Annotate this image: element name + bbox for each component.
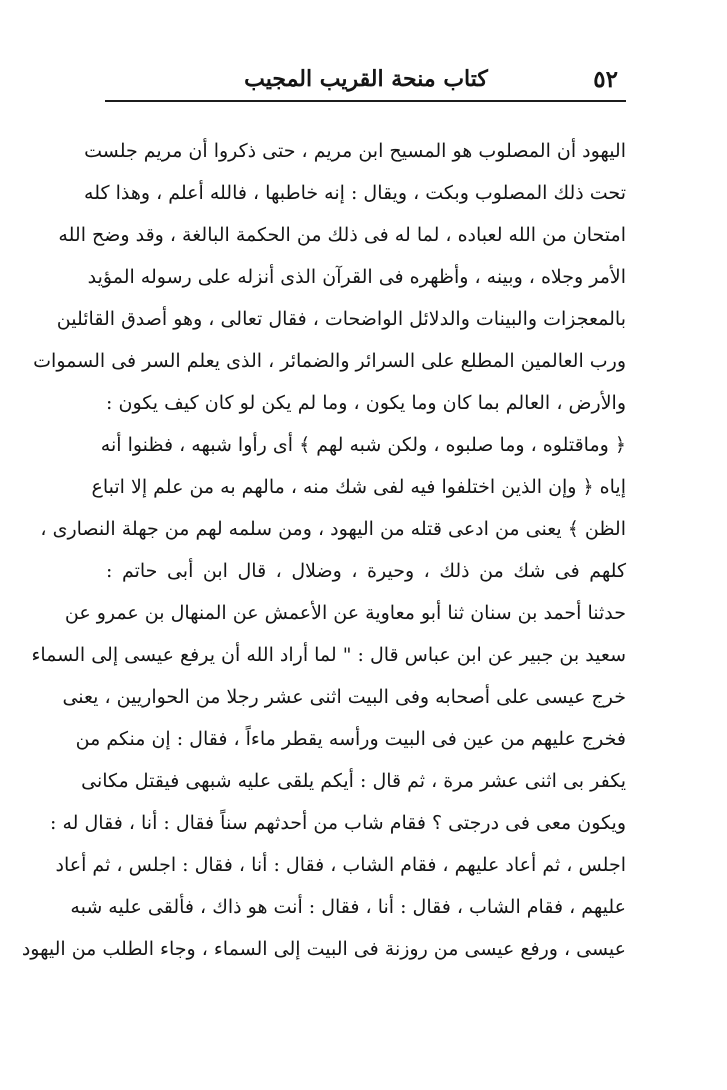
book-title: كتاب منحة القريب المجيب xyxy=(244,66,488,92)
page-header xyxy=(106,58,626,98)
text-line: بالمعجزات والبينات والدلائل الواضحات ، فقال تعالى ، وهو أصدق القائلين xyxy=(56,308,626,330)
page-number: ٥٢ xyxy=(593,66,618,93)
text-line: سعيد بن جبير عن ابن عباس قال : " لما أراد الله أن يرفع عيسى إلى السماء xyxy=(31,644,626,666)
text-line: ويكون معى فى درجتى ؟ فقام شاب من أحدثهم سناً فقال : أنا ، فقال له : xyxy=(50,812,626,834)
text-line: إياه ﴿ وإن الذين اختلفوا فيه لفى شك منه ، مالهم به من علم إلا اتباع xyxy=(91,476,626,498)
text-line: فخرج عليهم من عين فى البيت ورأسه يقطر ماءاً ، فقال : إن منكم من xyxy=(75,728,626,750)
text-line: كلهم فى شك من ذلك ، وحيرة ، وضلال ، قال ابن أبى حاتم : xyxy=(106,560,626,582)
text-line: عيسى ، ورفع عيسى من روزنة فى البيت إلى السماء ، وجاء الطلب من اليهود xyxy=(21,938,626,960)
text-line: ﴿ وماقتلوه ، وما صلبوه ، ولكن شبه لهم ﴾ أى رأوا شبهه ، فظنوا أنه xyxy=(100,434,626,456)
text-line: اجلس ، ثم أعاد عليهم ، فقام الشاب ، فقال : أنا ، فقال : اجلس ، ثم أعاد xyxy=(55,854,626,876)
text-line: والأرض ، العالم بما كان وما يكون ، وما لم يكن لو كان كيف يكون : xyxy=(106,392,626,414)
text-line: امتحان من الله لعباده ، لما له فى ذلك من الحكمة البالغة ، وقد وضح الله xyxy=(58,224,626,246)
text-line: يكفر بى اثنى عشر مرة ، ثم قال : أيكم يلقى عليه شبهى فيقتل مكانى xyxy=(81,770,626,792)
text-line: الأمر وجلاه ، وبينه ، وأظهره فى القرآن الذى أنزله على رسوله المؤيد xyxy=(87,266,626,288)
text-line: اليهود أن المصلوب هو المسيح ابن مريم ، حتى ذكروا أن مريم جلست xyxy=(84,140,626,162)
text-line: ورب العالمين المطلع على السرائر والضمائر ، الذى يعلم السر فى السموات xyxy=(33,350,626,372)
text-line: الظن ﴾ يعنى من ادعى قتله من اليهود ، ومن سلمه لهم من جهلة النصارى ، xyxy=(40,518,626,540)
text-line: تحت ذلك المصلوب وبكت ، ويقال : إنه خاطبها ، فالله أعلم ، وهذا كله xyxy=(84,182,626,204)
body-text xyxy=(21,130,626,970)
text-line: عليهم ، فقام الشاب ، فقال : أنا ، فقال : أنت هو ذاك ، فألقى عليه شبه xyxy=(70,896,626,918)
header-divider xyxy=(105,100,626,102)
text-line: حدثنا أحمد بن سنان ثنا أبو معاوية عن الأعمش عن المنهال بن عمرو عن xyxy=(64,602,626,624)
text-line: خرج عيسى على أصحابه وفى البيت اثنى عشر رجلا من الحواريين ، يعنى xyxy=(62,686,626,708)
